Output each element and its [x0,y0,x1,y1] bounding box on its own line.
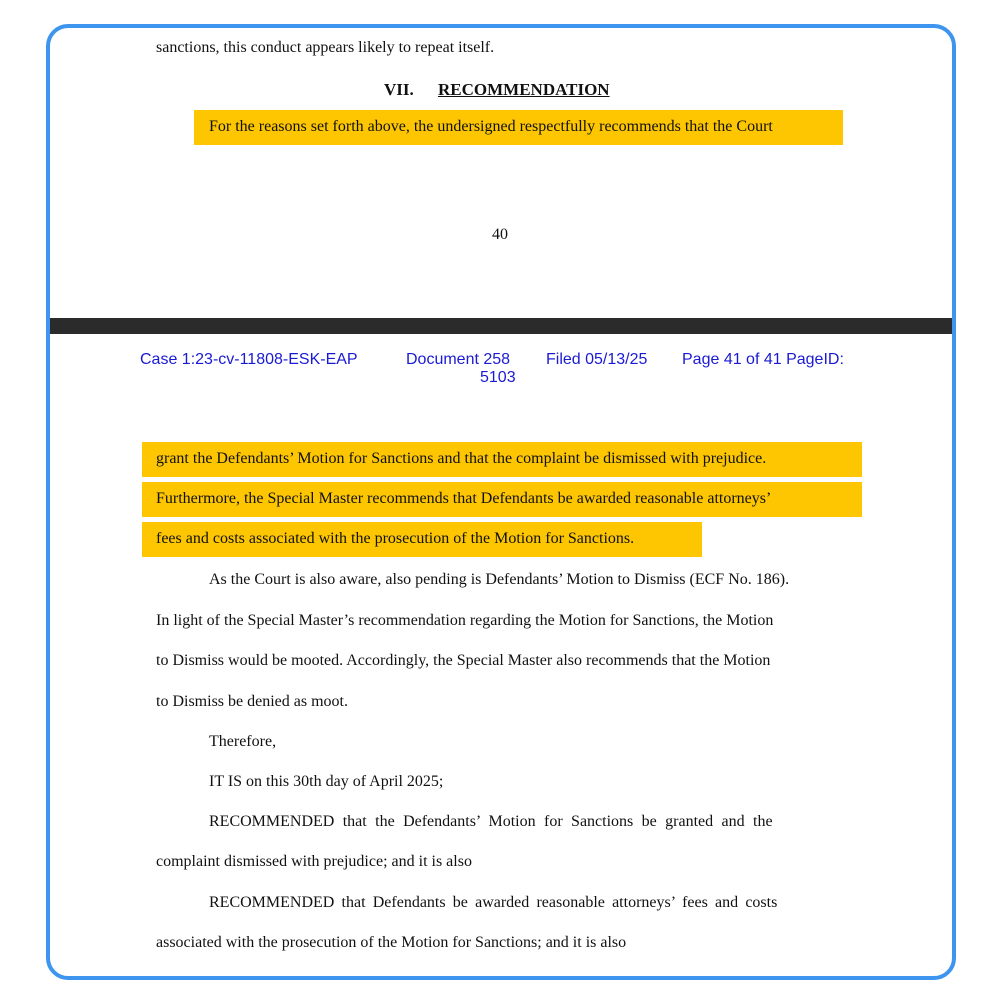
para1-line-4: to Dismiss be denied as moot. [156,693,348,710]
section-title: RECOMMENDATION [438,80,610,99]
highlighted-text: grant the Defendants’ Motion for Sanctions and that the complaint be dismissed with prejudice. [156,450,767,467]
highlighted-line: For the reasons set forth above, the undersigned respectfully recommends that the Court [209,118,773,135]
therefore-line: Therefore, [209,733,277,750]
page-separator [50,318,952,334]
highlighted-text-line-3: fees and costs associated with the prosecution of the Motion for Sanctions. [156,530,635,547]
highlighted-text-line-2: Furthermore, the Special Master recommends that Defendants be awarded reasonable attorneys’ [156,490,772,507]
filed-date: Filed 05/13/25 [546,351,648,368]
page-info: Page 41 of 41 PageID: [682,351,844,368]
rec2-line-2: associated with the prosecution of the Motion for Sanctions; and it is also [156,934,627,951]
date-line: IT IS on this 30th day of April 2025; [209,773,444,790]
highlighted-text-line-1 [156,449,846,469]
section-number: VII. [384,80,414,99]
rec1-line-1: RECOMMENDED that the Defendants’ Motion for Sanctions be granted and the [209,813,773,830]
document-number: Document 258 [406,351,511,368]
para1-line-3: to Dismiss would be mooted. Accordingly, the Special Master also recommends that the Motion [156,652,771,669]
rec1-line-2: complaint dismissed with prejudice; and it is also [156,853,472,870]
case-number: Case 1:23-cv-11808-ESK-EAP [140,351,358,368]
carryover-line: sanctions, this conduct appears likely to repeat itself. [156,39,495,56]
para1-line-1: As the Court is also aware, also pending is Defendants’ Motion to Dismiss (ECF No. 186). [209,571,790,588]
rec2-line-1: RECOMMENDED that Defendants be awarded reasonable attorneys’ fees and costs [209,894,778,911]
page-id-number: 5103 [480,369,516,386]
para1-line-2: In light of the Special Master’s recommendation regarding the Motion for Sanctions, the Motion [156,612,774,629]
page-number: 40 [492,226,508,243]
document-viewer-frame [46,24,956,980]
